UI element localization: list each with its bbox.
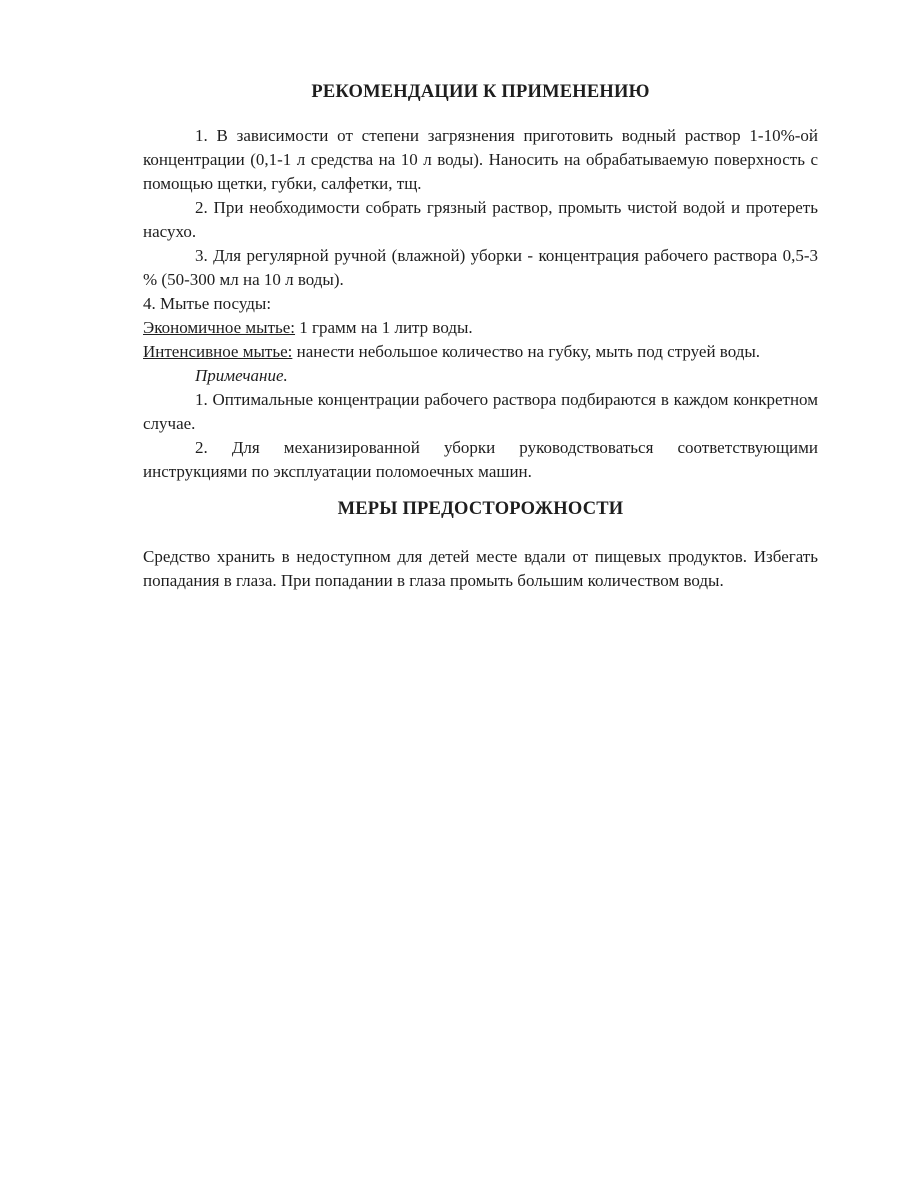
precautions-heading: МЕРЫ ПРЕДОСТОРОЖНОСТИ	[337, 499, 624, 519]
note-optimal-concentration: 1. Оптимальные концентрации рабочего раствора подбираются в каждом конкретном случае.	[143, 390, 818, 433]
paragraph-precautions: Средство хранить в недоступном для детей месте вдали от пищевых продуктов. Избегать попадания в глаза. При попадании в глаза промыть большим количеством воды.	[143, 547, 818, 590]
paragraph-economy-washing	[143, 316, 818, 340]
paragraph-rinse-dry: 2. При необходимости собрать грязный раствор, промыть чистой водой и протереть насухо.	[143, 198, 818, 241]
note-title: Примечание.	[195, 366, 288, 385]
paragraph-dishwashing-title: 4. Мытье посуды:	[143, 294, 272, 313]
document-content	[0, 0, 900, 593]
paragraph-solution-preparation: 1. В зависимости от степени загрязнения приготовить водный раствор 1-10%-ой концентрации (0,1-1 л средства на 10 л воды). Наносить на обрабатываемую поверхность с помощью щетки, губки, салфетки, тщ.	[143, 126, 818, 193]
recommendations-heading: РЕКОМЕНДАЦИИ К ПРИМЕНЕНИЮ	[311, 82, 650, 102]
paragraph-manual-cleaning: 3. Для регулярной ручной (влажной) уборки - концентрация рабочего раствора 0,5-3 % (50-300 мл на 10 л воды).	[143, 246, 818, 289]
intensive-washing-label: Интенсивное мытье:	[143, 342, 293, 361]
note-machine-cleaning: 2. Для механизированной уборки руководствоваться соответствующими инструкциями по эксплуатации поломоечных машин.	[143, 438, 818, 481]
paragraph-intensive-washing	[143, 340, 818, 364]
intensive-washing-text: нанести небольшое количество на губку, мыть под струей воды.	[296, 342, 761, 361]
economy-washing-label: Экономичное мытье:	[143, 318, 296, 337]
economy-washing-text: 1 грамм на 1 литр воды.	[299, 318, 473, 337]
